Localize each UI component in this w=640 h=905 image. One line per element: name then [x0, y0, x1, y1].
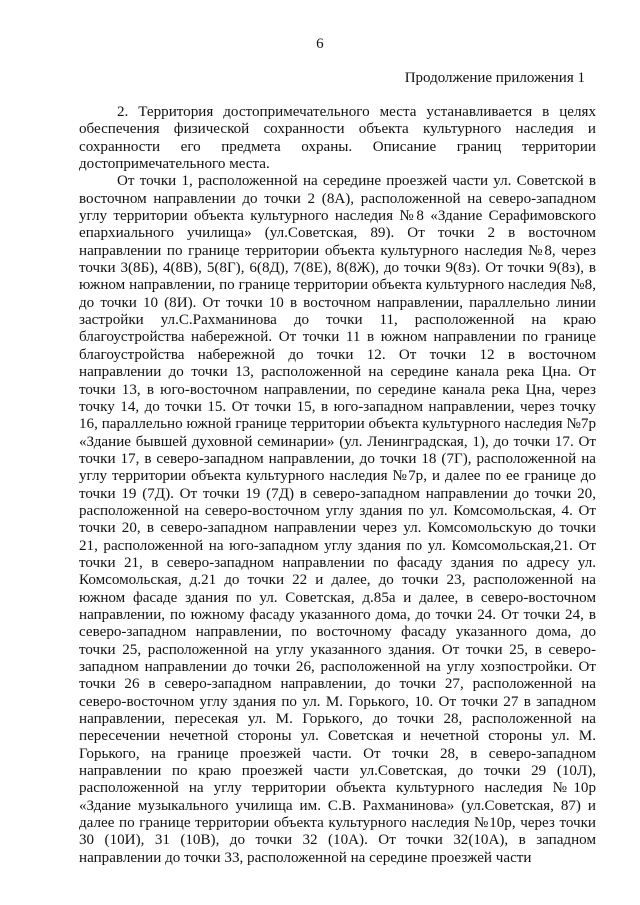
territory-paragraph: 2. Территория достопримечательного места устанавливается в целях обеспечения физической сохранности объекта культурного наследия и сохранности его предмета охраны. Описание границ территории достопримечательного места.: [79, 104, 596, 173]
appendix-continuation-note: Продолжение приложения 1: [404, 70, 585, 86]
page-number: 6: [316, 36, 324, 52]
boundary-description-paragraph: От точки 1, расположенной на середине проезжей части ул. Советской в восточном направлении до точки 2 (8А), расположенной на северо-западном углу территории объекта культурного наследия №8 «Здание Серафимовского епархиального училища» (ул.Советская, 89). От точки 2 в восточном направлении по границе территории объекта культурного наследия №8, через точки 3(8Б), 4(8В), 5(8Г), 6(8Д), 7(8Е), 8(8Ж), до точки 9(8з). От точки 9(8з), в южном направлении, по границе территории объекта культурного наследия №8, до точки 10 (8И). От точки 10 в восточном направлении, параллельно линии застройки ул.С.Рахманинова до точки 11, расположенной на краю благоустройства набережной. От точки 11 в южном направлении по границе благоустройства набережной до точки 12. От точки 12 в восточном направлении до точки 13, расположенной на середине канала река Цна. От точки 13, в юго-восточном направлении, по середине канала река Цна, через точку 14, до точки 15. От точки 15, в юго-западном направлении, через точку 16, параллельно южной границе территории объекта культурного наследия №7р «Здание бывшей духовной семинарии» (ул. Ленинградская, 1), до точки 17. От точки 17, в северо-западном направлении, до точки 18 (7Г), расположенной на углу территории объекта культурного наследия №7р, и далее по ее границе до точки 19 (7Д). От точки 19 (7Д) в северо-западном направлении до точки 20, расположенной на северо-восточном углу здания по ул. Комсомольская, 4. От точки 20, в северо-западном направлении через ул. Комсомольскую до точки 21, расположенной на юго-западном углу здания по ул. Комсомольская,21. От точки 21, в северо-западном направлении по фасаду здания по адресу ул. Комсомольская, д.21 до точки 22 и далее, до точки 23, расположенной на южном фасаде здания по ул. Советская, д.85а и далее, в северо-восточном направлении, по южному фасаду указанного дома, до точки 24. От точки 24, в северо-западном направлении, по восточному фасаду указанного дома, до точки 25, расположенной на углу указанного здания. От точки 25, в северо-западном направлении до точки 26, расположенной на углу хозпостройки. От точки 26 в северо-западном направлении, до точки 27, расположенной на северо-восточном углу здания по ул. М. Горького, 10. От точки 27 в западном направлении, пересекая ул. М. Горького, до точки 28, расположенной на пересечении нечетной стороны ул. Советская и нечетной стороны ул. М. Горького, на границе проезжей части. От точки 28, в северо-западном направлении по краю проезжей части ул.Советская, до точки 29 (10Л), расположенной на углу территории объекта культурного наследия №10р «Здание музыкального училища им. С.В. Рахманинова» (ул.Советская, 87) и далее по границе территории объекта культурного наследия №10р, через точки 30 (10И), 31 (10В), до точки 32 (10А). От точки 32(10А), в западном направлении до точки 33, расположенной на середине проезжей части: [79, 173, 596, 866]
document-body: [79, 104, 596, 867]
